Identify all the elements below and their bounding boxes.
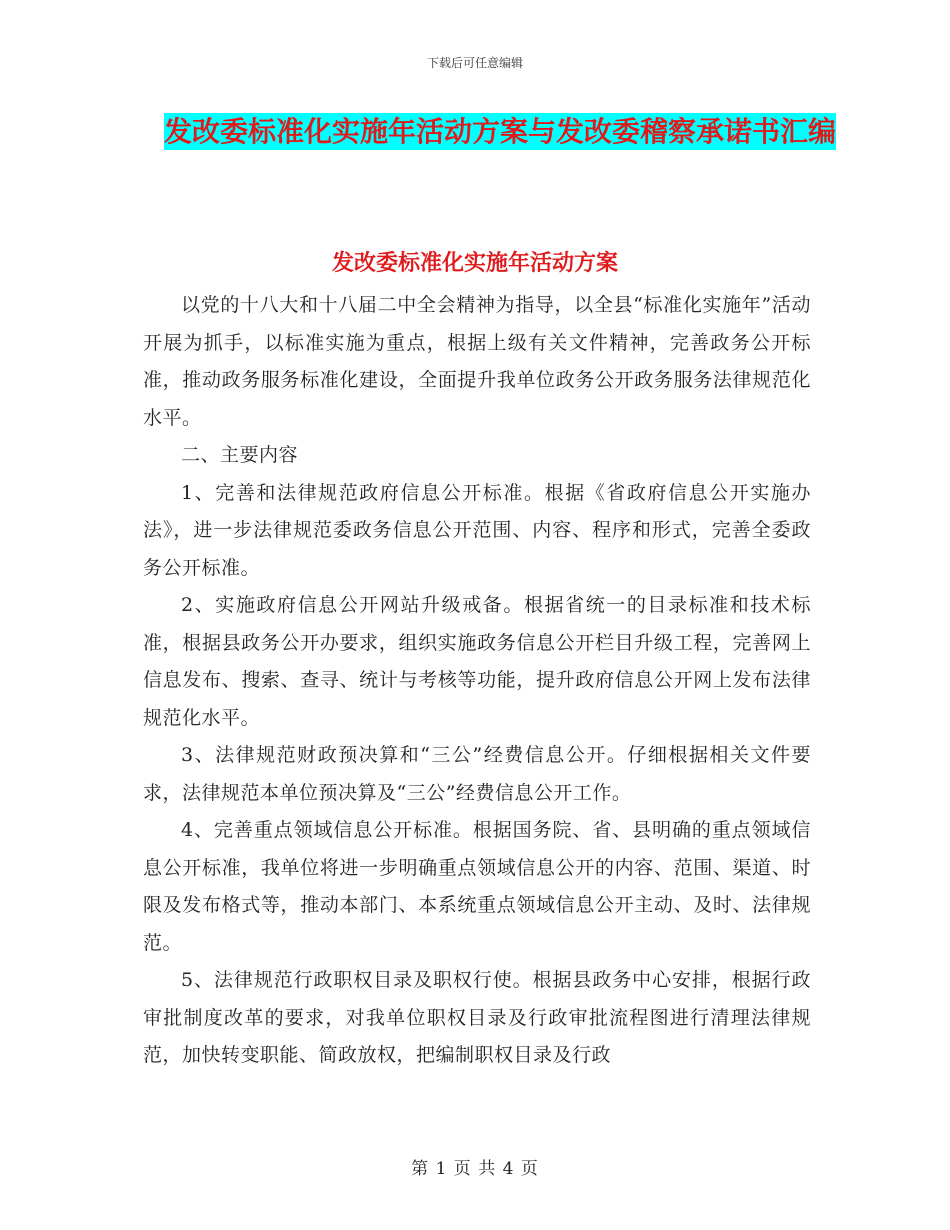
document-body [143,287,811,1075]
paragraph-item-5: 5、法律规范行政职权目录及职权行使。根据县政务中心安排，根据行政审批制度改革的要求，对我单位职权目录及行政审批流程图进行清理法律规范，加快转变职能、简政放权，把编制职权目录及行政 [143,969,811,1066]
document-main-title [150,108,850,156]
main-title-highlight: 发改委标准化实施年活动方案与发改委稽察承诺书汇编 [163,115,836,148]
section-title: 发改委标准化实施年活动方案 [331,251,618,276]
paragraph-item-3: 3、法律规范财政预决算和“三公”经费信息公开。仔细根据相关文件要求，法律规范本单位预决算及“三公”经费信息公开工作。 [143,744,811,804]
page-number: 第 1 页 共 4 页 [411,1159,539,1179]
paragraph-intro: 以党的十八大和十八届二中全会精神为指导，以全县“标准化实施年”活动开展为抓手，以标准实施为重点，根据上级有关文件精神，完善政务公开标准，推动政务服务标准化建设，全面提升我单位政务公开政务服务法律规范化水平。 [143,294,811,429]
paragraph-item-1: 1、完善和法律规范政府信息公开标准。根据《省政府信息公开实施办法》，进一步法律规范委政务信息公开范围、内容、程序和形式，完善全委政务公开标准。 [143,481,811,579]
paragraph-item-2: 2、实施政府信息公开网站升级戒备。根据省统一的目录标准和技术标准，根据县政务公开办要求，组织实施政务信息公开栏目升级工程，完善网上信息发布、搜索、查寻、统计与考核等功能，提升政府信息公开网上发布法律规范化水平。 [143,594,811,729]
paragraph-heading-main-content: 二、主要内容 [181,444,299,466]
paragraph-item-4: 4、完善重点领域信息公开标准。根据国务院、省、县明确的重点领域信息公开标准，我单位将进一步明确重点领域信息公开的内容、范围、渠道、时限及发布格式等，推动本部门、本系统重点领域信息公开主动、及时、法律规范。 [143,819,811,954]
header-note: 下载后可任意编辑 [426,56,523,70]
